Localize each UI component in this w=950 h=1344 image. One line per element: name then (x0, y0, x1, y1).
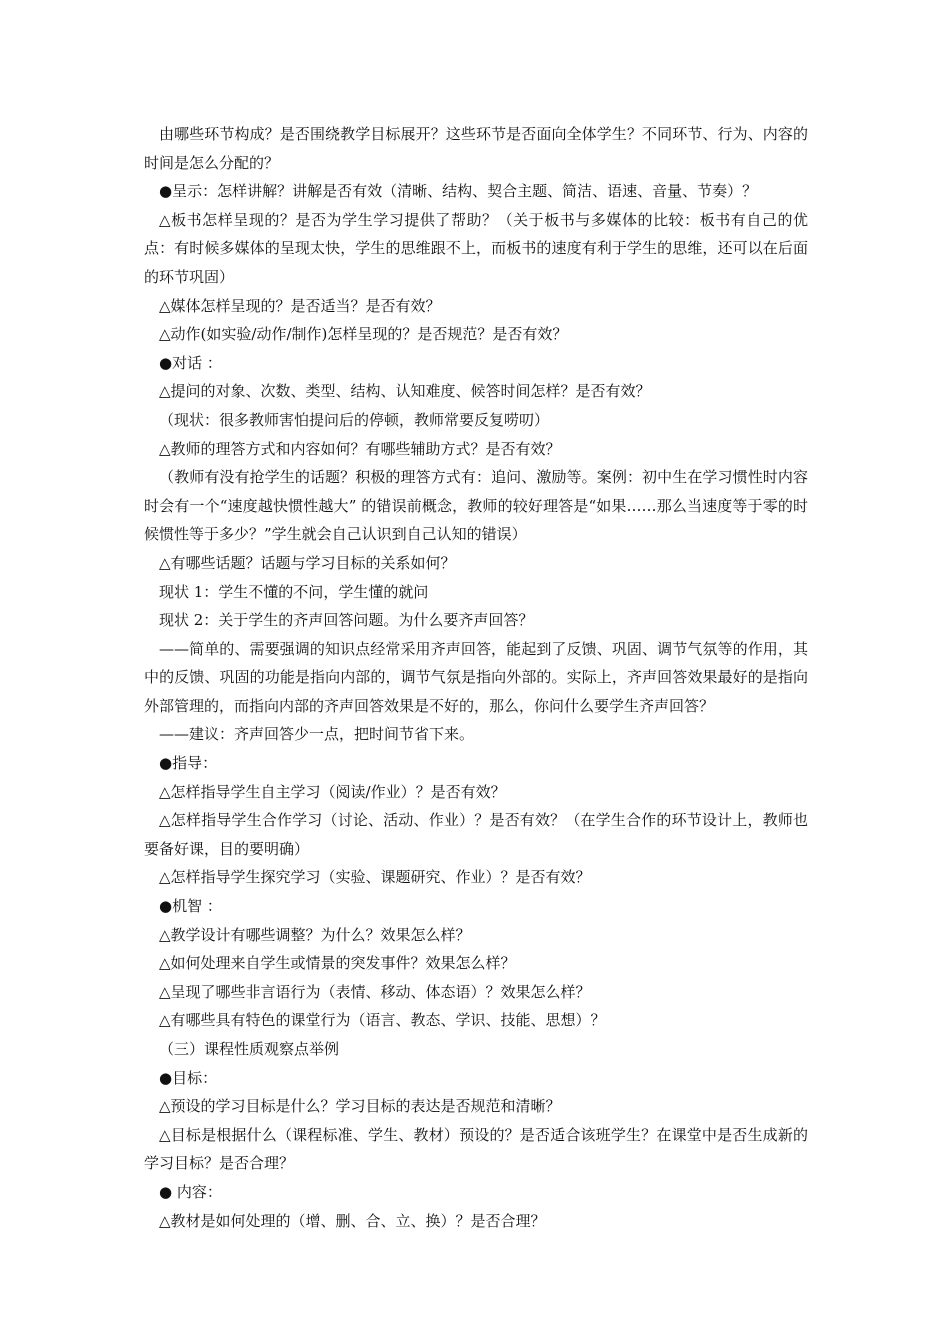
paragraph-status-2: 现状 2：关于学生的齐声回答问题。为什么要齐声回答？ (159, 611, 534, 630)
paragraph-response-case: （教师有没有抢学生的话题？积极的理答方式有：追问、激励等。案例：初中生在学习惯性时内容时会有一个“速度越快惯性越大” 的错误前概念，教师的较好理答是“如果……那么当速度等于零的时候惯性等于多少？”学生就会自己认识到自己认知的错误） (144, 468, 808, 544)
paragraph-guidance-heading: ●指导： (159, 754, 218, 773)
paragraph-emergencies: △如何处理来自学生或情景的突发事件？效果怎么样？ (159, 954, 516, 973)
paragraph-content-heading: ● 内容： (159, 1182, 222, 1201)
paragraph-actions: △动作(如实验/动作/制作)怎样呈现的？是否规范？是否有效？ (159, 325, 568, 344)
paragraph-design-adjust: △教学设计有哪些调整？为什么？效果怎么样？ (159, 925, 471, 944)
paragraph-preset-goals: △预设的学习目标是什么？学习目标的表达是否规范和清晰？ (159, 1097, 561, 1116)
paragraph-dialogue-heading: ●对话 ： (159, 353, 222, 372)
paragraph-topics: △有哪些话题？话题与学习目标的关系如何？ (159, 553, 456, 572)
paragraph-textbook-handling: △教材是如何处理的（增、删、合、立、换）？是否合理？ (159, 1211, 546, 1230)
document-body (144, 120, 808, 1235)
paragraph-questioning: △提问的对象、次数、类型、结构、认知难度、候答时间怎样？是否有效？ (159, 382, 651, 401)
paragraph-presentation-heading: ●呈示：怎样讲解？讲解是否有效（清晰、结构、契合主题、简洁、语速、音量、节奏）？ (159, 182, 758, 201)
paragraph-goals-heading: ●目标： (159, 1068, 218, 1087)
paragraph-cooperative-study: △怎样指导学生合作学习（讨论、活动、作业）？是否有效？（在学生合作的环节设计上，教师也要备好课，目的要明确） (144, 811, 808, 858)
paragraph-self-study: △怎样指导学生自主学习（阅读/作业）？是否有效？ (159, 782, 506, 801)
paragraph-inquiry-study: △怎样指导学生探究学习（实验、课题研究、作业）？是否有效？ (159, 868, 591, 887)
paragraph-lesson-segments: 由哪些环节构成？是否围绕教学目标展开？这些环节是否面向全体学生？不同环节、行为、内容的时间是怎么分配的？ (144, 125, 808, 172)
paragraph-chorus-analysis: ——简单的、需要强调的知识点经常采用齐声回答，能起到了反馈、巩固、调节气氛等的作用，其中的反馈、巩固的功能是指向内部的，调节气氛是指向外部的。实际上，齐声回答效果最好的是指向外部管理的，而指向内部的齐声回答效果是不好的，那么，你问什么要学生齐声回答？ (144, 639, 808, 715)
paragraph-media: △媒体怎样呈现的？是否适当？是否有效？ (159, 296, 441, 315)
paragraph-wit-heading: ●机智 ： (159, 897, 222, 916)
section-heading-course-nature: （三）课程性质观察点举例 (159, 1040, 340, 1058)
paragraph-questioning-status: （现状：很多教师害怕提问后的停顿，教师常要反复唠叨） (159, 410, 550, 429)
paragraph-blackboard: △板书怎样呈现的？是否为学生学习提供了帮助？（关于板书与多媒体的比较：板书有自己的优点：有时候多媒体的呈现太快，学生的思维跟不上，而板书的速度有利于学生的思维，还可以在后面的环节巩固） (144, 210, 808, 286)
paragraph-distinctive-behaviors: △有哪些具有特色的课堂行为（语言、教态、学识、技能、思想）？ (159, 1011, 606, 1030)
paragraph-nonverbal: △呈现了哪些非言语行为（表情、移动、体态语）？效果怎么样？ (159, 982, 591, 1001)
paragraph-goal-basis: △目标是根据什么（课程标准、学生、教材）预设的？是否适合该班学生？在课堂中是否生成新的学习目标？是否合理？ (144, 1125, 808, 1173)
paragraph-status-1: 现状 1：学生不懂的不问，学生懂的就问 (159, 582, 429, 601)
paragraph-chorus-suggestion: ——建议：齐声回答少一点，把时间节省下来。 (159, 725, 475, 744)
paragraph-response-methods: △教师的理答方式和内容如何？有哪些辅助方式？是否有效？ (159, 439, 561, 458)
